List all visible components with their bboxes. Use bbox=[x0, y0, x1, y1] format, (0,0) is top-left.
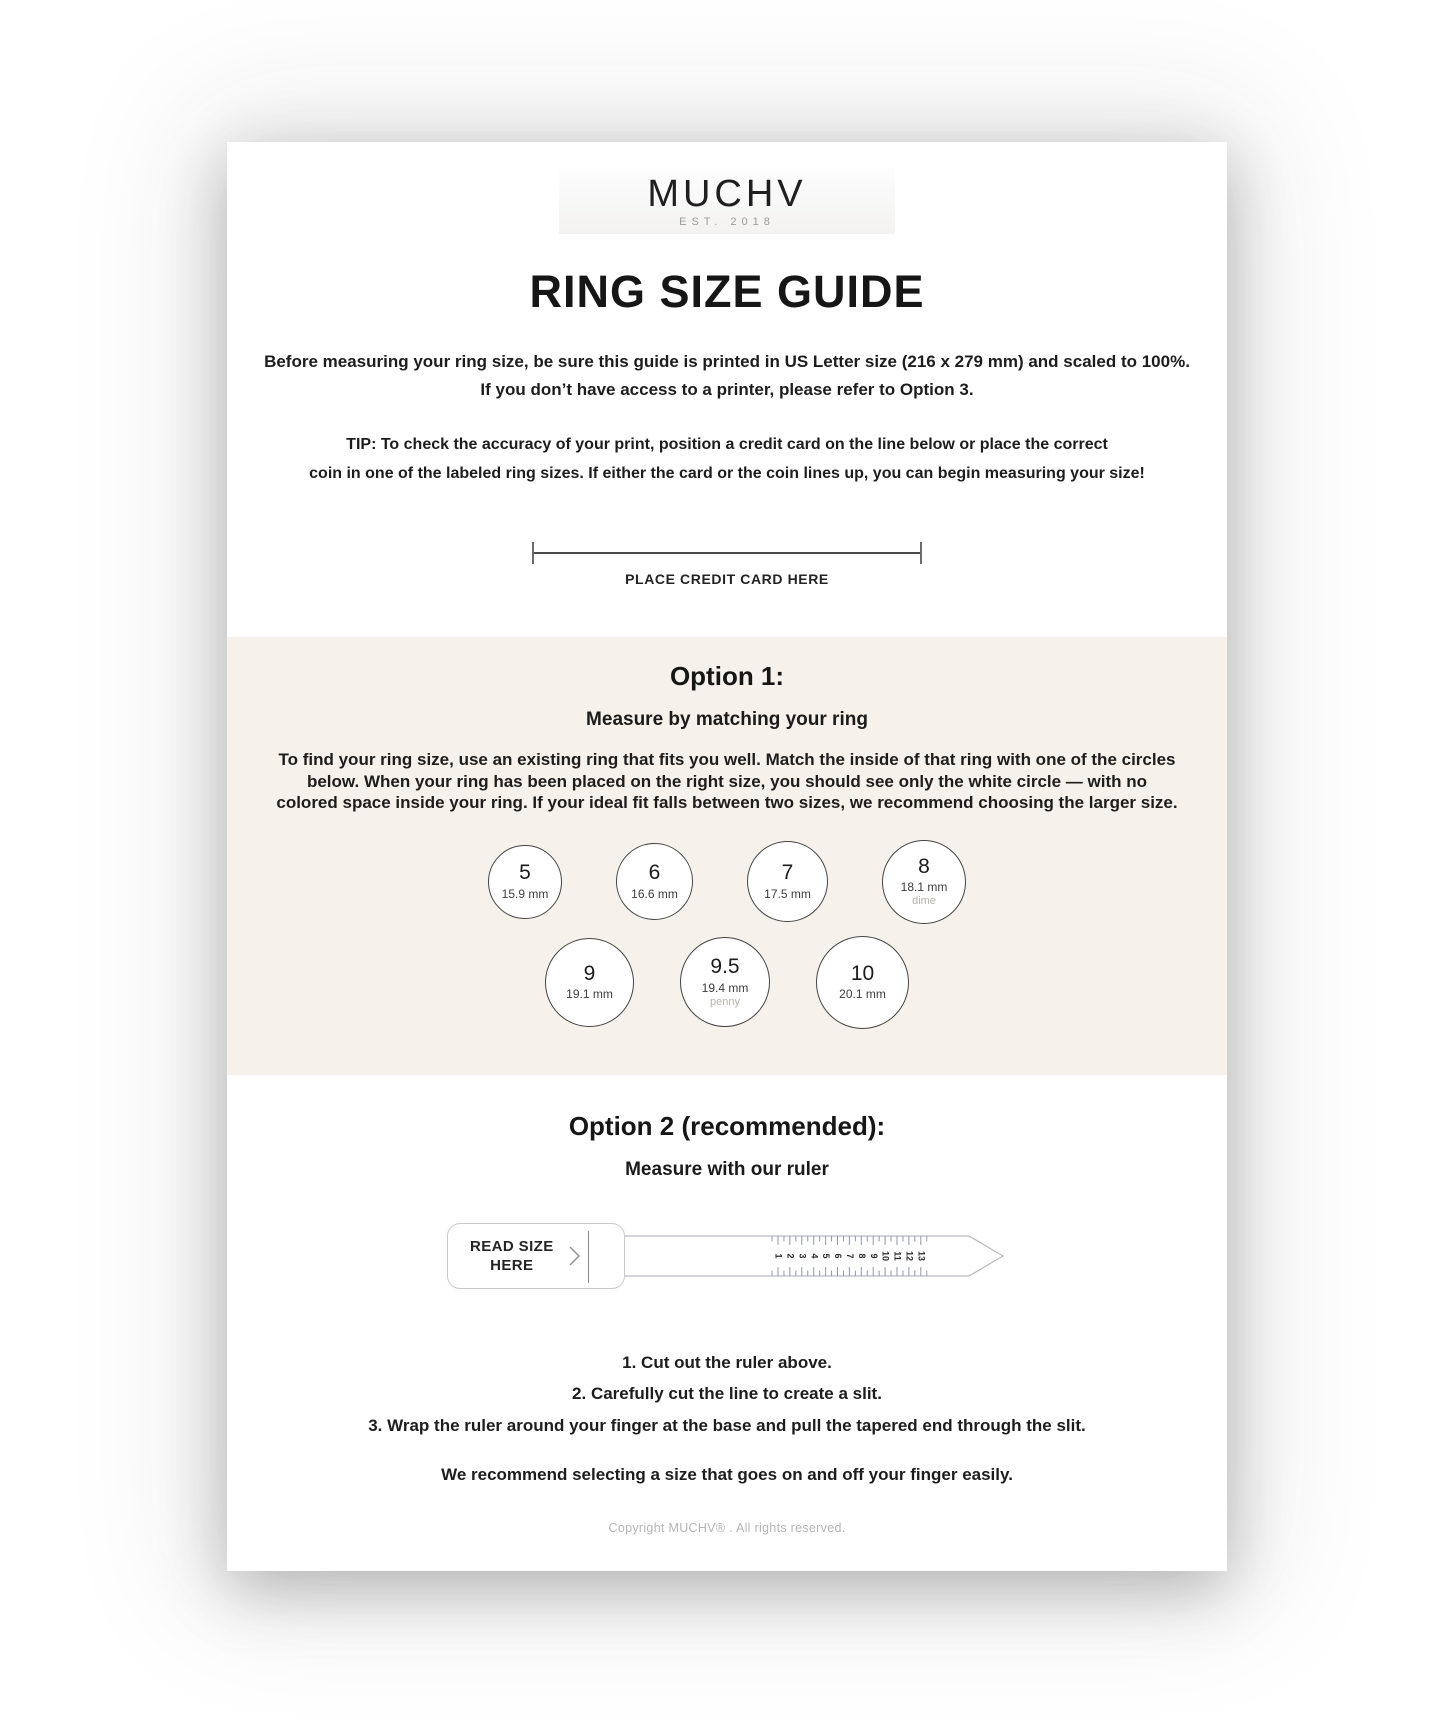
svg-text:5: 5 bbox=[821, 1252, 832, 1259]
step-item: 3. Wrap the ruler around your finger at the base and pull the tapered end through the slit. bbox=[368, 1415, 1086, 1435]
ring-coin-label: penny bbox=[710, 995, 740, 1008]
tip-line-1: TIP: To check the accuracy of your print, position a credit card on the line below or place the correct bbox=[346, 436, 1108, 453]
copyright-footer: Copyright MUCHV® . All rights reserved. bbox=[608, 1521, 846, 1535]
card-line-rule bbox=[534, 552, 920, 553]
ring-diameter-label: 20.1 mm bbox=[839, 987, 886, 1002]
instruction-steps bbox=[227, 1347, 1227, 1442]
svg-text:11: 11 bbox=[892, 1250, 903, 1261]
step-item: 1. Cut out the ruler above. bbox=[622, 1352, 832, 1372]
svg-text:7: 7 bbox=[845, 1252, 856, 1259]
svg-text:1: 1 bbox=[773, 1252, 784, 1259]
ring-circles-row-2 bbox=[267, 936, 1187, 1029]
ring-diameter-label: 18.1 mm bbox=[900, 880, 948, 895]
ring-diameter-label: 15.9 mm bbox=[501, 886, 549, 901]
ring-sizer-ruler bbox=[227, 1223, 1227, 1289]
credit-card-label: PLACE CREDIT CARD HERE bbox=[625, 571, 829, 587]
svg-text:3: 3 bbox=[797, 1252, 808, 1259]
ring-size-number: 8 bbox=[918, 854, 930, 878]
recommendation-note: We recommend selecting a size that goes on and off your finger easily. bbox=[441, 1465, 1013, 1484]
ring-diameter-label: 17.5 mm bbox=[764, 886, 811, 901]
brand-name: MUCHV bbox=[647, 172, 807, 215]
ring-coin-label: dime bbox=[912, 895, 936, 908]
ring-size-number: 10 bbox=[850, 961, 875, 985]
ring-diameter-label: 19.1 mm bbox=[566, 987, 613, 1002]
option2-subheading: Measure with our ruler bbox=[625, 1158, 829, 1180]
ring-size-number: 9 bbox=[583, 961, 596, 985]
svg-text:13: 13 bbox=[916, 1250, 927, 1261]
svg-text:2: 2 bbox=[785, 1252, 796, 1259]
read-size-line-1: READ SIZE bbox=[470, 1237, 554, 1255]
credit-card-line bbox=[532, 542, 922, 564]
ring-circle-size-9 bbox=[545, 938, 634, 1027]
card-line-right-tick bbox=[920, 542, 922, 564]
option2-section bbox=[227, 1111, 1227, 1486]
ring-circle-size-9.5 bbox=[680, 937, 770, 1027]
svg-text:9: 9 bbox=[868, 1252, 879, 1259]
ring-circle-size-5 bbox=[488, 845, 562, 919]
ruler-strip bbox=[615, 1232, 1007, 1280]
option1-subheading: Measure by matching your ring bbox=[586, 709, 868, 730]
ring-size-guide-page bbox=[227, 142, 1227, 1571]
intro-paragraph bbox=[252, 348, 1202, 404]
svg-text:6: 6 bbox=[833, 1252, 844, 1259]
ring-circle-size-6 bbox=[616, 843, 693, 920]
step-item: 2. Carefully cut the line to create a slit. bbox=[572, 1384, 882, 1403]
ring-circle-size-10 bbox=[816, 936, 909, 1029]
read-size-box bbox=[447, 1223, 625, 1289]
ring-size-number: 9.5 bbox=[710, 955, 740, 979]
tip-paragraph bbox=[307, 430, 1147, 488]
read-size-label bbox=[470, 1237, 554, 1275]
tip-line-2: coin in one of the labeled ring sizes. If either the card or the coin lines up, you can begin measuring your size! bbox=[309, 465, 1145, 482]
ring-size-number: 5 bbox=[519, 861, 531, 885]
svg-text:12: 12 bbox=[904, 1250, 915, 1261]
option2-heading: Option 2 (recommended): bbox=[568, 1110, 886, 1141]
intro-line-1: Before measuring your ring size, be sure this guide is printed in US Letter size (216 x 279 mm) and scaled to 100%. bbox=[264, 352, 1190, 371]
chevron-right-icon bbox=[568, 1245, 581, 1267]
ring-size-number: 7 bbox=[781, 861, 794, 885]
page-title: RING SIZE GUIDE bbox=[529, 266, 925, 317]
ring-circle-size-7 bbox=[747, 841, 828, 922]
read-size-line-2: HERE bbox=[490, 1256, 534, 1274]
cut-slit-line bbox=[588, 1231, 589, 1283]
option1-section bbox=[227, 637, 1227, 1075]
option1-heading: Option 1: bbox=[669, 661, 785, 691]
brand-logo bbox=[559, 168, 895, 234]
svg-text:8: 8 bbox=[856, 1252, 867, 1259]
brand-est-label: EST. 2018 bbox=[679, 215, 775, 228]
ring-circle-size-8 bbox=[882, 840, 966, 924]
intro-line-2: If you don’t have access to a printer, please refer to Option 3. bbox=[480, 380, 974, 399]
ring-diameter-label: 16.6 mm bbox=[631, 886, 678, 901]
svg-text:4: 4 bbox=[809, 1252, 820, 1259]
ring-size-number: 6 bbox=[648, 861, 661, 885]
credit-card-gauge bbox=[227, 542, 1227, 587]
svg-text:10: 10 bbox=[880, 1250, 891, 1261]
ring-diameter-label: 19.4 mm bbox=[701, 980, 749, 995]
ring-circles-row-1 bbox=[267, 840, 1187, 924]
option1-body: To find your ring size, use an existing ring that fits you well. Match the inside of that ring with one of the circles below. When your ring has been placed on the right size, you should see only the white circle — with no colored space inside your ring. If your ideal fit falls between two sizes, we recommend choosing the larger size. bbox=[276, 750, 1178, 812]
